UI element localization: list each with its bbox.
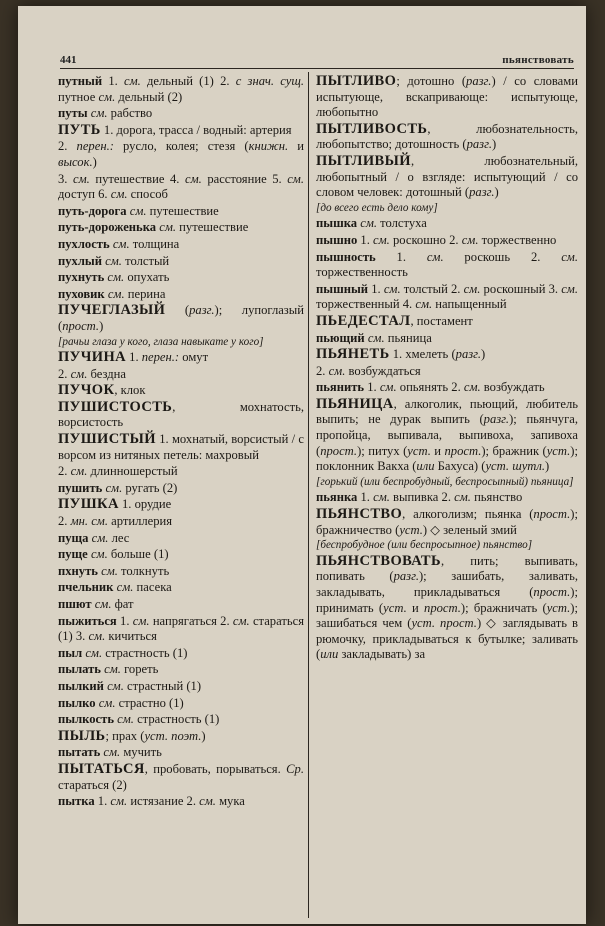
entry-pyshnyj: пышный 1. см. толстый 2. см. роскошный 3. см. торжественный 4. см. напыщенный — [316, 281, 578, 312]
entry-pyanet: ПЬЯНЕТЬ 1. хмелеть (разг.) — [316, 346, 486, 363]
entry-pushistyj-sense-2: 2. см. длинношерстый — [58, 464, 178, 479]
entry-pshyut: пшют см. фат — [58, 597, 134, 611]
entry-pyshnost: пышность 1. см. роскошь 2. см. торжественность — [316, 249, 578, 280]
entry-pytat: пытать см. мучить — [58, 745, 162, 760]
entry-puchina: ПУЧИНА 1. перен.: омут — [58, 349, 209, 366]
entry-put-sense-3: 3. см. путешествие 4. см. расстояние 5. см. доступ 6. см. способ — [58, 171, 304, 202]
entry-pyanstvo-phrase: [беспробудное (или беспросыпное) пьянство] — [316, 539, 533, 552]
page-number: 441 — [60, 54, 77, 66]
entry-pylkost: пылкость см. страстность (1) — [58, 712, 220, 727]
entry-pyanstvo: ПЬЯНСТВО, алкоголизм; пьянка (прост.); бражничество (уст.) ◇ зеленый змий — [316, 506, 578, 537]
left-column — [58, 74, 304, 811]
entry-pylat: пылать см. гореть — [58, 662, 159, 677]
entry-phnut: пхнуть см. толкнуть — [58, 563, 170, 578]
entry-pucheglazyj: ПУЧЕГЛАЗЫЙ (разг.); лупоглазый (прост.) — [58, 302, 304, 333]
guide-word: пьянствовать — [502, 54, 574, 66]
entry-pyl: пыл см. страстность (1) — [58, 645, 188, 660]
entry-puty: путы см. рабство — [58, 106, 153, 121]
entry-puchok: ПУЧОК, клок — [58, 382, 146, 399]
entry-puhlyj: пухлый см. толстый — [58, 253, 170, 268]
entry-pchelnik: пчельник см. пасека — [58, 580, 172, 595]
entry-puchina-sense-2: 2. см. бездна — [58, 366, 126, 381]
entry-pushit: пушить см. ругать (2) — [58, 480, 178, 495]
entry-pytatsya: ПЫТАТЬСЯ, пробовать, порываться. Ср. стараться (2) — [58, 760, 304, 792]
entry-pyushchij: пьющий см. пьяница — [316, 330, 432, 345]
entry-put-doroga: путь-дорога см. путешествие — [58, 203, 219, 218]
entry-put: ПУТЬ 1. дорога, трасса / водный: артерия — [58, 121, 292, 138]
entry-pushcha: пуща см. лес — [58, 530, 130, 545]
entry-puhovik: пуховик см. перина — [58, 286, 166, 301]
entry-put-sense-2: 2. перен.: русло, колея; стезя (книжн. и высок.) — [58, 139, 305, 169]
entry-putnyj: путный 1. см. дельный (1) 2. с знач. сущ. путное см. дельный (2) — [58, 74, 304, 104]
entry-pylkij: пылкий см. страстный (1) — [58, 678, 202, 693]
entry-pytlivost: ПЫТЛИВОСТЬ, любознательность, любопытство; дотошность (разг.) — [316, 120, 578, 152]
entry-pushistyj: ПУШИСТЫЙ 1. мохнатый, ворсистый / с ворсом из нитяных петель: махровый — [58, 431, 304, 462]
entry-pushka-sense-2: 2. мн. см. артиллерия — [58, 514, 173, 529]
dictionary-page — [18, 6, 586, 924]
entry-pyl-dust: ПЫЛЬ; прах (уст. поэт.) — [58, 727, 206, 744]
entry-pyanica-phrase: [горький (или беспробудный, беспросыпный) пьяница] — [316, 475, 574, 488]
right-column — [316, 74, 578, 664]
entry-pushche: пуще см. больше (1) — [58, 547, 169, 562]
entry-pucheglazyj-phrase: [рачьи глаза у кого, глаза навыкате у кого] — [58, 335, 264, 348]
entry-pytlivyj: ПЫТЛИВЫЙ, любознательный, любопытный / о взгляде: испытующий / со словом человек: дотошный (разг.) — [316, 152, 578, 200]
column-divider — [308, 72, 309, 918]
entry-pyanka: пьянка 1. см. выпивка 2. см. пьянство — [316, 490, 523, 505]
entry-pyanica: ПЬЯНИЦА, алкоголик, пьющий, любитель выпить; не дурак выпить (разг.); пьянчуга, пропойца, выпивала, выпивоха, запивоха (прост.); питух (уст. и прост.); бражник (уст.); поклонник Вакха (или Бахуса) (уст. шутл.) — [316, 395, 578, 474]
running-header — [60, 50, 574, 69]
entry-pedestal: ПЬЕДЕСТАЛ, постамент — [316, 312, 473, 329]
entry-pytlivo: ПЫТЛИВО; дотошно (разг.) / со словами испытующе, вскапривающе: испытующе, любопытно — [316, 73, 578, 120]
entry-pylko: пылко см. страстно (1) — [58, 695, 184, 710]
entry-pushistost: ПУШИСТОСТЬ, мохнатость, ворсистость — [58, 398, 304, 430]
entry-pyzhitsya: пыжиться 1. см. напрягаться 2. см. стараться (1) 3. см. кичиться — [58, 613, 304, 644]
entry-pytlivyj-phrase: [до всего есть дело кому] — [316, 201, 438, 214]
entry-pyshno: пышно 1. см. роскошно 2. см. торжественно — [316, 232, 557, 247]
entry-pushka: ПУШКА 1. орудие — [58, 496, 172, 513]
entry-pyanit: пьянить 1. см. опьянять 2. см. возбуждать — [316, 380, 545, 395]
entry-pyanet-sense-2: 2. см. возбуждаться — [316, 363, 421, 378]
entry-puhnut: пухнуть см. опухать — [58, 270, 170, 285]
entry-pytka: пытка 1. см. истязание 2. см. мука — [58, 794, 245, 809]
entry-put-dorozhenka: путь-дороженька см. путешествие — [58, 220, 249, 235]
entry-pyshka: пышка см. толстуха — [316, 216, 427, 231]
entry-puhlost: пухлость см. толщина — [58, 236, 180, 251]
entry-pyanstvovat: ПЬЯНСТВОВАТЬ, пить; выпивать, попивать (разг.); зашибать, заливать, закладывать, прикладываться (прост.); принимать (уст. и прост.); бражничать (уст.); зашибаться чем (уст. прост.) ◇ заглядывать в рюмочку, прикладываться к бутылке; заливать (или закладывать) за — [316, 552, 579, 662]
